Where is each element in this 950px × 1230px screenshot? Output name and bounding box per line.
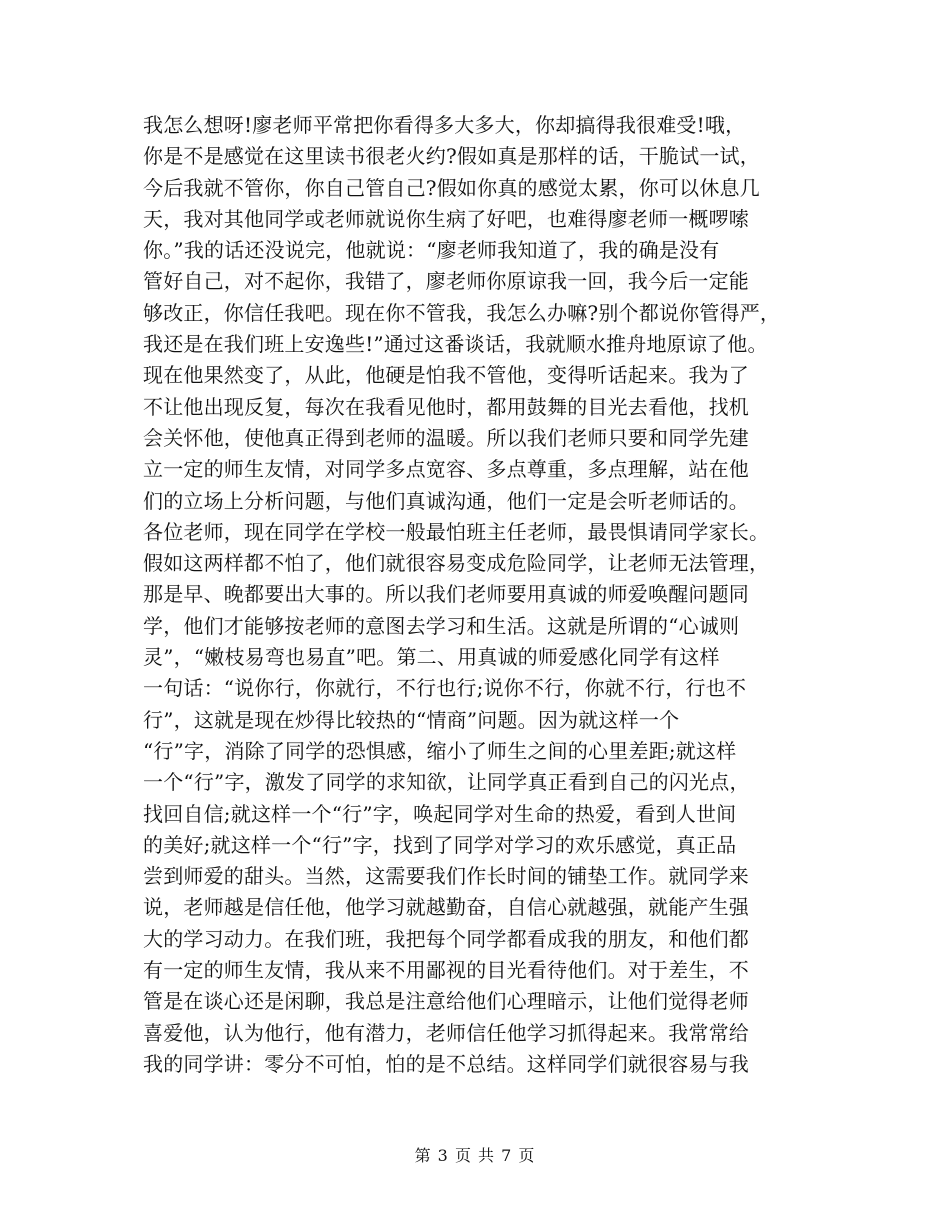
text-line: 那是早、晚都要出大事的。所以我们老师要用真诚的师爱唤醒问题同 [143, 582, 749, 607]
text-line: 你。”我的话还没说完，他就说：“廖老师我知道了，我的确是没有 [143, 238, 720, 263]
text-line: 行”，这就是现在炒得比较热的“情商”问题。因为就这样一个 [143, 707, 680, 732]
text-line: 说，老师越是信任他，他学习就越勤奋，自信心就越强，就能产生强 [143, 895, 749, 920]
text-line: 有一定的师生友情，我从来不用鄙视的目光看待他们。对于差生，不 [143, 958, 749, 983]
text-line: 管好自己，对不起你，我错了，廖老师你原谅我一回，我今后一定能 [143, 269, 749, 294]
text-line: 现在他果然变了，从此，他硬是怕我不管他，变得听话起来。我为了 [143, 363, 749, 388]
text-line: 会关怀他，使他真正得到老师的温暖。所以我们老师只要和同学先建 [143, 425, 749, 450]
text-line: 一句话：“说你行，你就行，不行也行;说你不行，你就不行，行也不 [143, 676, 747, 701]
body-text [143, 110, 823, 1080]
text-line: 找回自信;就这样一个“行”字，唤起同学对生命的热爱，看到人世间 [143, 801, 737, 826]
text-line: 大的学习动力。在我们班，我把每个同学都看成我的朋友，和他们都 [143, 926, 749, 951]
text-line: 你是不是感觉在这里读书很老火约?假如真是那样的话，干脆试一试， [143, 144, 760, 169]
text-line: 我还是在我们班上安逸些!”通过这番谈话，我就顺水推舟地原谅了他。 [143, 332, 768, 357]
text-line: “行”字，消除了同学的恐惧感，缩小了师生之间的心里差距;就这样 [143, 738, 737, 763]
page-number-footer: 第 3 页 共 7 页 [414, 1146, 536, 1165]
text-line: 尝到师爱的甜头。当然，这需要我们作长时间的铺垫工作。就同学来 [143, 864, 749, 889]
text-line: 灵”，“嫩枝易弯也易直”吧。第二、用真诚的师爱感化同学有这样 [143, 645, 720, 670]
text-line: 一个“行”字，激发了同学的求知欲，让同学真正看到自己的闪光点， [143, 770, 750, 795]
text-line: 天，我对其他同学或老师就说你生病了好吧，也难得廖老师一概啰嗦 [143, 206, 749, 231]
text-line: 我的同学讲：零分不可怕，怕的是不总结。这样同学们就很容易与我 [143, 1051, 749, 1076]
text-line: 的美好;就这样一个“行”字，找到了同学对学习的欢乐感觉，真正品 [143, 832, 737, 857]
text-line: 各位老师，现在同学在学校一般最怕班主任老师，最畏惧请同学家长。 [143, 519, 770, 544]
text-line: 今后我就不管你，你自己管自己?假如你真的感觉太累，你可以休息几 [143, 175, 760, 200]
text-line: 我怎么想呀!廖老师平常把你看得多大多大，你却搞得我很难受!哦， [143, 113, 746, 137]
text-line: 管是在谈心还是闲聊，我总是注意给他们心理暗示，让他们觉得老师 [143, 989, 749, 1014]
text-line: 假如这两样都不怕了，他们就很容易变成危险同学，让老师无法管理， [143, 551, 770, 576]
text-line: 们的立场上分析问题，与他们真诚沟通，他们一定是会听老师话的。 [143, 488, 749, 513]
text-line: 立一定的师生友情，对同学多点宽容、多点尊重，多点理解，站在他 [143, 457, 749, 482]
text-line: 学，他们才能够按老师的意图去学习和生活。这就是所谓的“心诚则 [143, 613, 740, 638]
text-line: 喜爱他，认为他行，他有潜力，老师信任他学习抓得起来。我常常给 [143, 1020, 749, 1045]
text-line: 够改正，你信任我吧。现在你不管我，我怎么办嘛?别个都说你管得严， [143, 300, 781, 325]
text-line: 不让他出现反复，每次在我看见他时，都用鼓舞的目光去看他，找机 [143, 394, 749, 419]
